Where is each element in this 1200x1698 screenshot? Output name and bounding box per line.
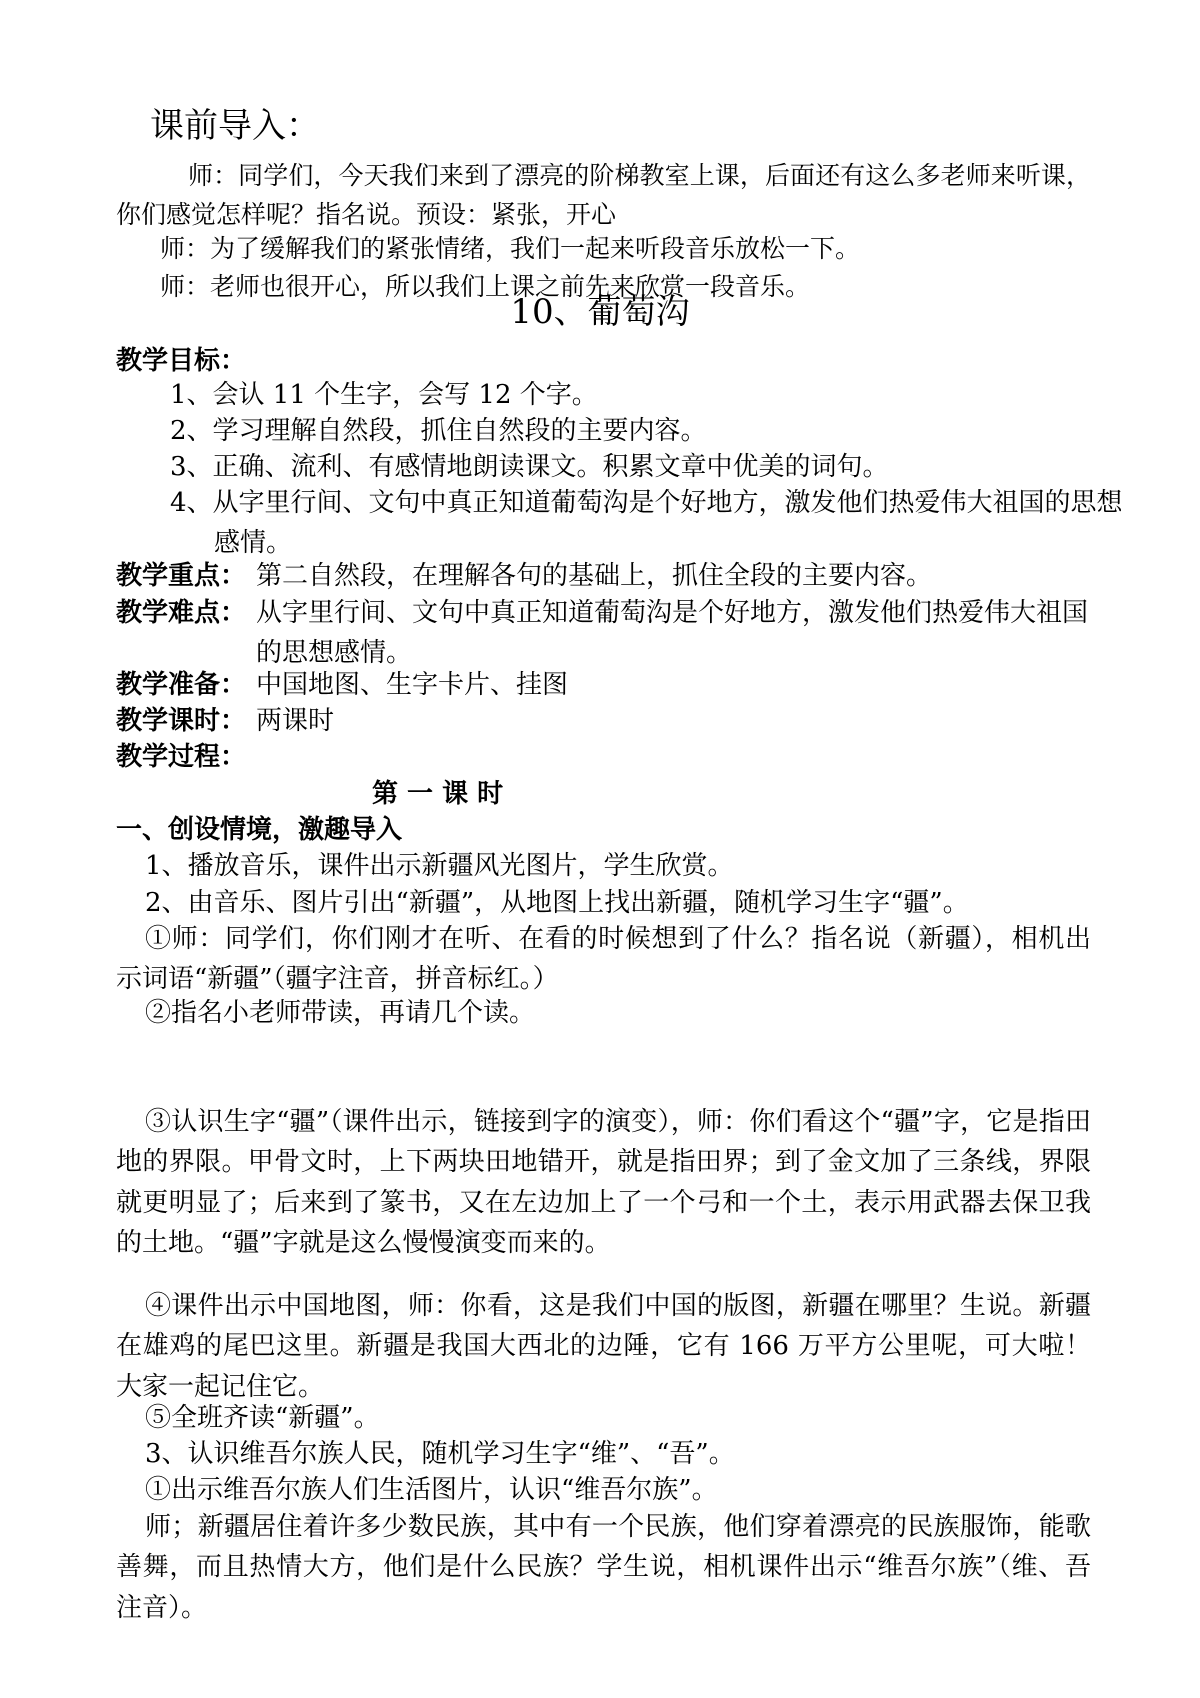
first-period-heading: 第 一 课 时 (372, 779, 504, 809)
paragraph: 师；新疆居住着许多少数民族，其中有一个民族，他们穿着漂亮的民族服饰，能歌善舞，而且热情大方，他们是什么民族？学生说，相机课件出示“维吾尔族”（维、吾注音）。 (116, 1512, 1091, 1623)
paragraph: ③认识生字“疆”（课件出示，链接到字的演变），师：你们看这个“疆”字，它是指田地的界限。甲骨文时，上下两块田地错开，就是指田界；到了金文加了三条线，界限就更明显了；后来到了篆书，又在左边加上了一个弓和一个土，表示用武器去保卫我的土地。“疆”字就是这么慢慢演变而来的。 (116, 1107, 1091, 1258)
objective-item: 1、会认 11 个生字，会写 12 个字。 (170, 380, 598, 410)
objectives-label: 教学目标： (116, 346, 247, 376)
paragraph: ②指名小老师带读，再请几个读。 (145, 998, 536, 1028)
preparation-text: 中国地图、生字卡片、挂图 (256, 670, 569, 700)
key-point-text: 第二自然段，在理解各句的基础上，抓住全段的主要内容。 (256, 561, 933, 591)
difficulty-row (116, 593, 1096, 674)
intro-paragraph-2: 师：为了缓解我们的紧张情绪，我们一起来听段音乐放松一下。 (160, 234, 861, 263)
preparation-label: 教学准备： (116, 670, 247, 700)
paragraph: 3、认识维吾尔族人民，随机学习生字“维”、“吾”。 (145, 1439, 735, 1469)
paragraph: ④课件出示中国地图，师：你看，这是我们中国的版图，新疆在哪里？生说。新疆在雄鸡的尾巴这里。新疆是我国大西北的边陲，它有 166 万平方公里呢，可大啦！大家一起记住它。 (116, 1291, 1091, 1402)
paragraph: 2、由音乐、图片引出“新疆”，从地图上找出新疆，随机学习生字“疆”。 (145, 888, 969, 918)
difficulty-text: 从字里行间、文句中真正知道葡萄沟是个好地方，激发他们热爱伟大祖国的思想感情。 (256, 598, 1089, 669)
process-label: 教学过程： (116, 742, 247, 772)
lesson-title: 10、葡萄沟 (510, 292, 690, 332)
difficulty-label: 教学难点： (116, 598, 247, 628)
key-point-label: 教学重点： (116, 561, 247, 591)
objective-item: 3、正确、流利、有感情地朗读课文。积累文章中优美的词句。 (170, 452, 889, 482)
objective-item: 4、从字里行间、文句中真正知道葡萄沟是个好地方，激发他们热爱伟大祖国的思想感情。 (170, 488, 1123, 559)
intro-paragraph-3: 师：老师也很开心，所以我们上课之前先来欣赏一段音乐。 (160, 272, 811, 301)
key-point-row (116, 556, 1096, 596)
periods-label: 教学课时： (116, 706, 247, 736)
section-heading: 一、创设情境，激趣导入 (116, 815, 403, 845)
paragraph: ①出示维吾尔族人们生活图片，认识“维吾尔族”。 (145, 1475, 718, 1505)
objective-item: 2、学习理解自然段，抓住自然段的主要内容。 (170, 416, 707, 446)
preparation-row (116, 665, 1096, 705)
paragraph: ①师：同学们，你们刚才在听、在看的时候想到了什么？指名说（新疆），相机出示词语“新疆”（疆字注音，拼音标红。） (116, 924, 1091, 995)
intro-paragraph-1: 师：同学们，今天我们来到了漂亮的阶梯教室上课，后面还有这么多老师来听课，你们感觉怎样呢？指名说。预设：紧张，开心 (116, 161, 1091, 229)
paragraph: ⑤全班齐读“新疆”。 (145, 1403, 380, 1433)
periods-row (116, 701, 1096, 741)
intro-heading: 课前导入： (150, 106, 320, 146)
paragraph: 1、播放音乐，课件出示新疆风光图片，学生欣赏。 (145, 851, 734, 881)
periods-text: 两课时 (256, 706, 335, 736)
